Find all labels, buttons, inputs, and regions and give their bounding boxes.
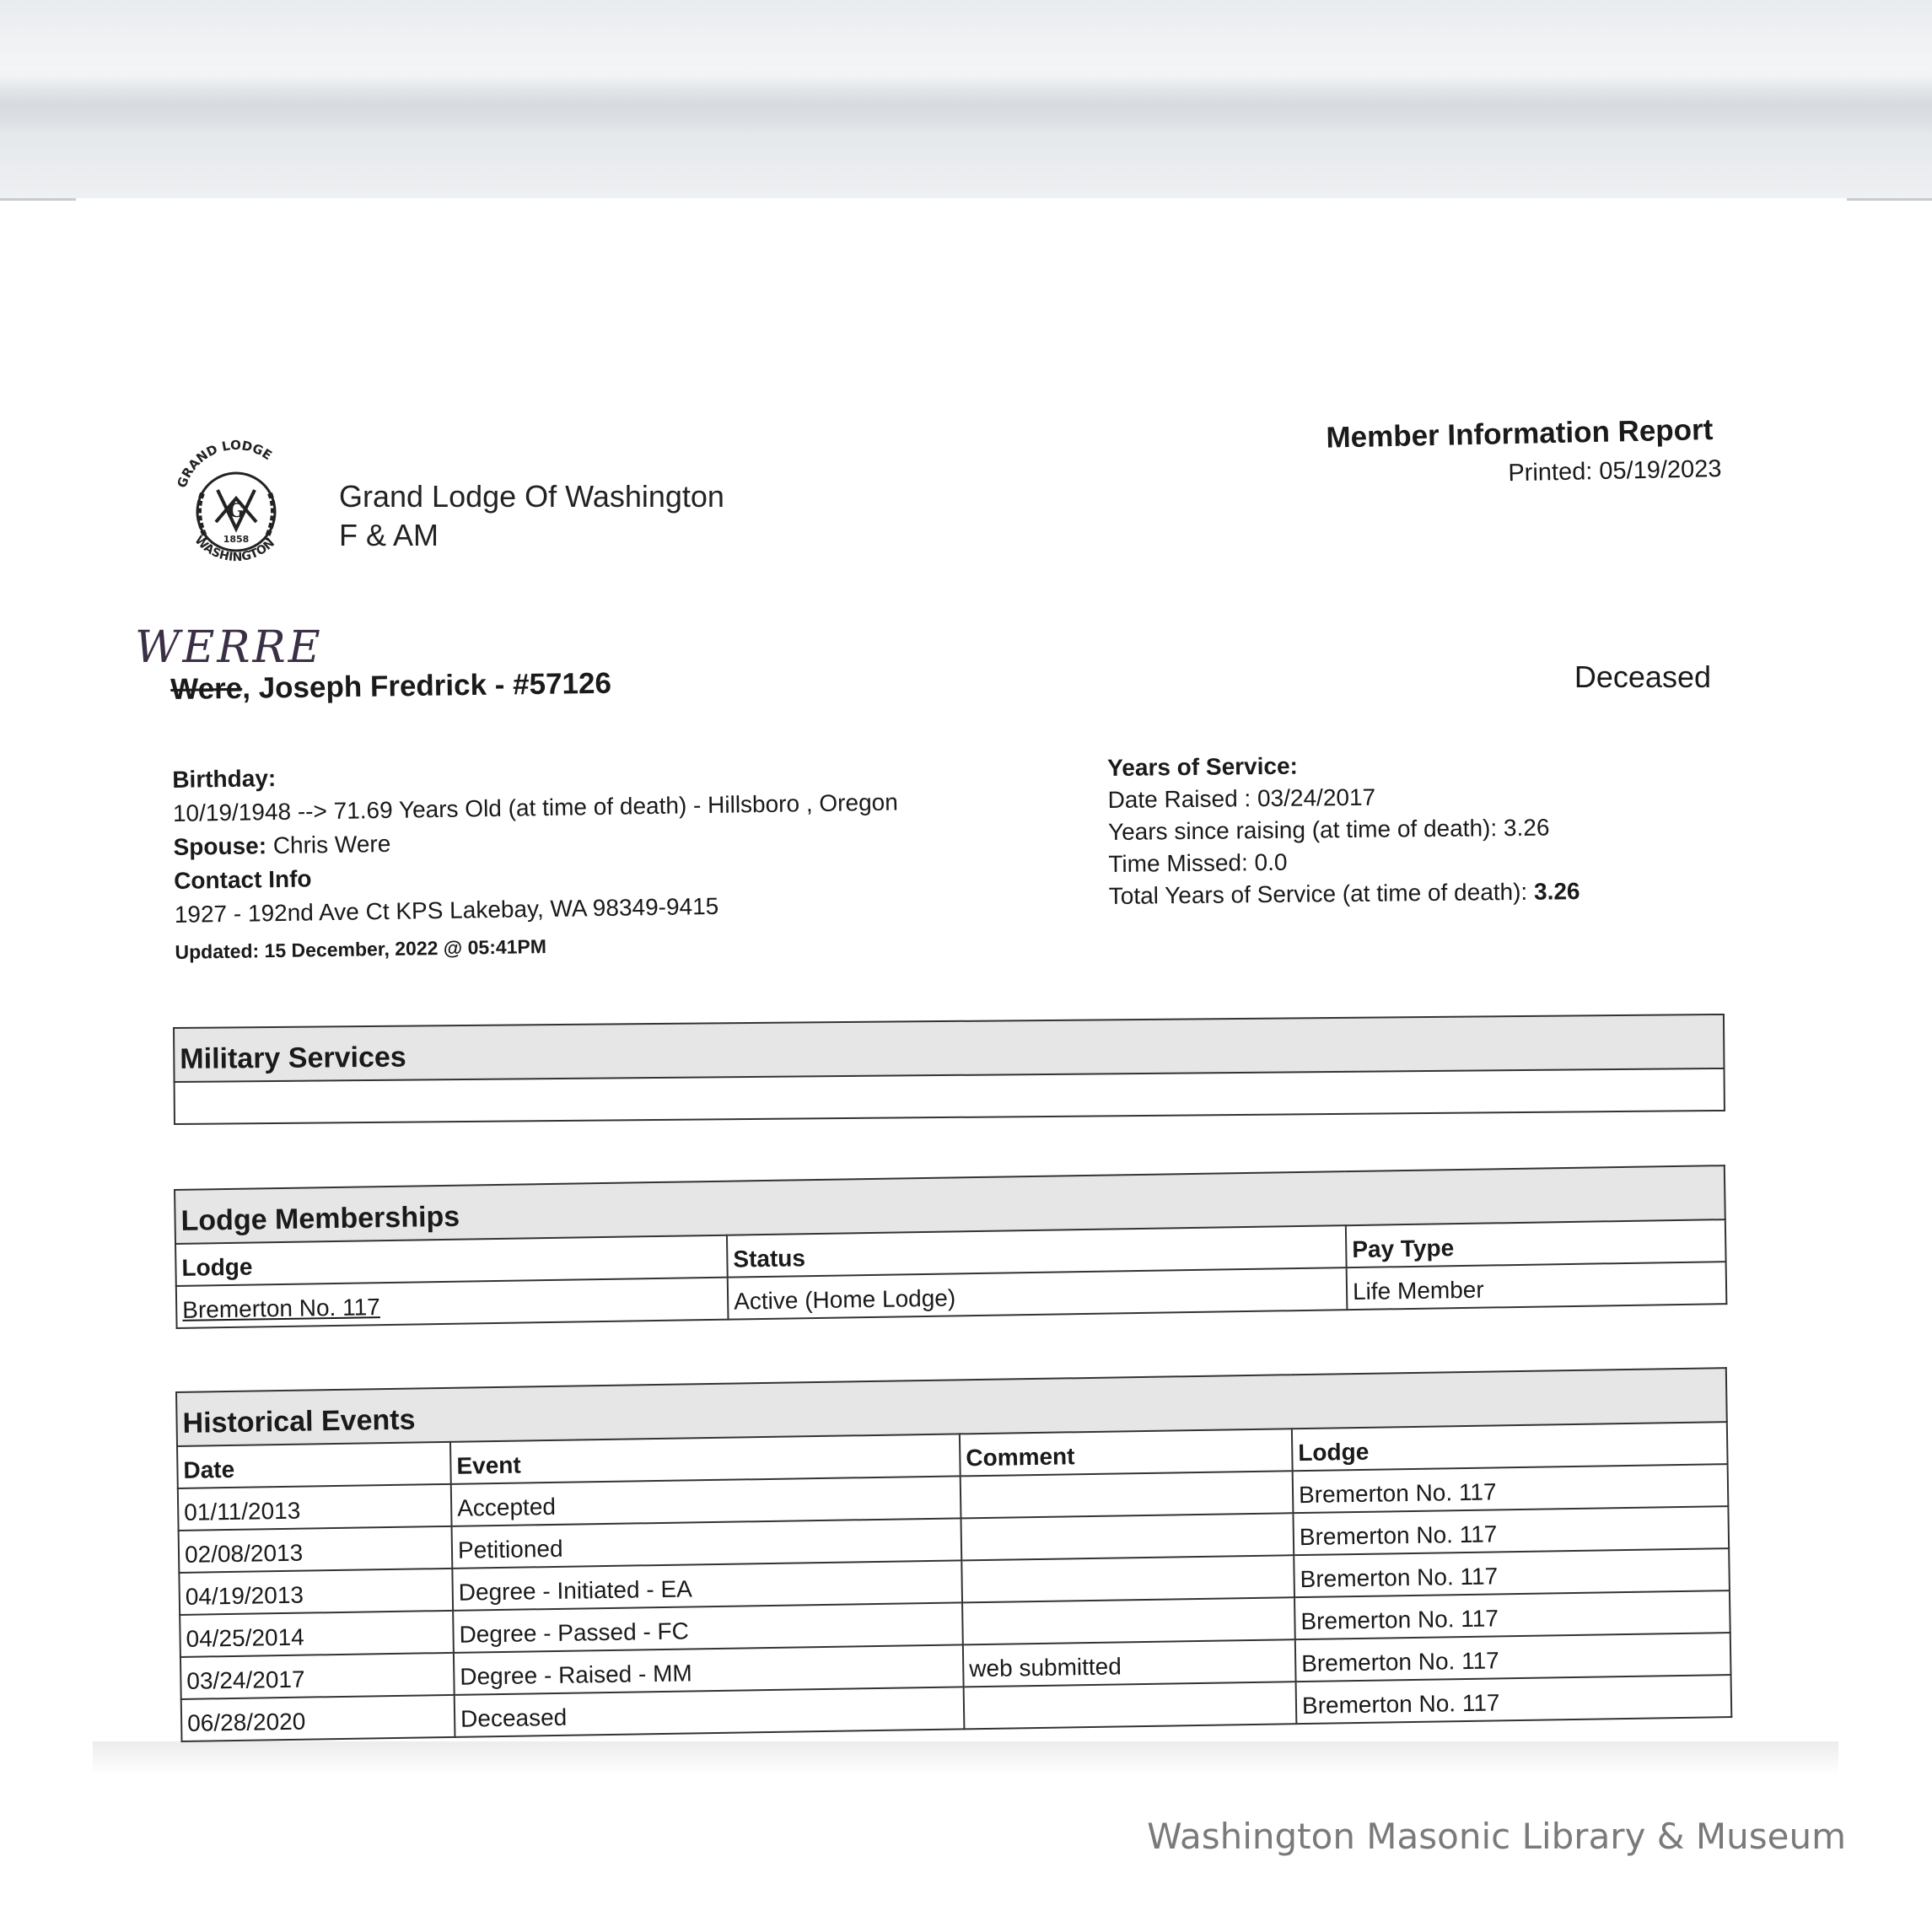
pay-type: Life Member [1347, 1262, 1727, 1310]
seal-top-text: GRAND LODGE [174, 437, 275, 490]
museum-watermark: Washington Masonic Library & Museum [1147, 1816, 1846, 1857]
page-shadow [93, 1741, 1838, 1775]
printed-date: Printed: 05/19/2023 [1507, 455, 1722, 487]
lodge-link[interactable]: Bremerton No. 117 [176, 1278, 729, 1328]
seal-icon [169, 434, 304, 582]
historical-events-title: Historical Events [176, 1368, 1727, 1446]
column-header-status: Status [727, 1225, 1347, 1278]
total-years-label: Total Years of Service (at time of death): [1108, 878, 1535, 909]
grand-lodge-seal [169, 434, 304, 582]
event-date: 02/08/2013 [179, 1526, 453, 1573]
column-header-lodge: Lodge [1292, 1422, 1728, 1471]
birthday-value: 10/19/1948 --> 71.69 Years Old (at time of death) - Hillsboro , Oregon [172, 788, 899, 826]
event-comment [961, 1513, 1294, 1560]
event-date: 03/24/2017 [180, 1653, 455, 1699]
struck-surname: Were [170, 671, 243, 706]
total-years-value: 3.26 [1533, 878, 1580, 905]
membership-status: Active (Home Lodge) [728, 1267, 1348, 1320]
contact-label: Contact Info [173, 865, 312, 894]
event-comment [961, 1471, 1294, 1518]
member-name-rest: , Joseph Fredrick - #57126 [241, 666, 612, 705]
event-lodge: Bremerton No. 117 [1294, 1548, 1730, 1597]
column-header-lodge: Lodge [175, 1235, 728, 1286]
event-name: Petitioned [452, 1518, 962, 1568]
event-comment [961, 1555, 1294, 1602]
org-name-line1: Grand Lodge Of Washington [339, 479, 724, 514]
column-header-pay-type: Pay Type [1346, 1219, 1726, 1267]
org-name-line2: F & AM [339, 518, 439, 552]
fabric-fold [0, 76, 1932, 135]
historical-events-table [175, 1367, 1732, 1742]
updated-timestamp: Updated: 15 December, 2022 @ 05:41PM [175, 935, 547, 963]
member-status: Deceased [1574, 659, 1711, 694]
time-missed: Time Missed: 0.0 [1108, 848, 1288, 877]
service-label: Years of Service: [1107, 752, 1299, 781]
event-lodge: Bremerton No. 117 [1293, 1464, 1729, 1513]
column-header-event: Event [450, 1434, 961, 1483]
personal-details [172, 750, 1019, 969]
event-lodge: Bremerton No. 117 [1293, 1506, 1729, 1555]
seal-letter: G [228, 500, 245, 522]
event-date: 04/19/2013 [179, 1569, 453, 1615]
event-name: Degree - Raised - MM [454, 1644, 964, 1694]
total-years-line [1109, 875, 1699, 912]
column-header-date: Date [177, 1442, 451, 1488]
event-name: Degree - Passed - FC [453, 1602, 963, 1652]
event-date: 04/25/2014 [180, 1611, 454, 1657]
event-lodge: Bremerton No. 117 [1294, 1590, 1730, 1639]
lodge-memberships-table [174, 1165, 1727, 1329]
report-title: Member Information Report [1326, 413, 1714, 455]
years-of-service [1107, 746, 1699, 912]
military-services-table [173, 1014, 1725, 1125]
military-services-title: Military Services [174, 1014, 1724, 1082]
contact-value: 1927 - 192nd Ave Ct KPS Lakebay, WA 98349-9415 [174, 892, 719, 928]
lodge-memberships-title: Lodge Memberships [175, 1165, 1725, 1244]
birthday-label: Birthday: [172, 765, 277, 793]
event-date: 01/11/2013 [178, 1484, 452, 1531]
date-raised: Date Raised : 03/24/2017 [1107, 783, 1376, 813]
spouse-label: Spouse: [173, 832, 267, 860]
event-comment [964, 1682, 1297, 1729]
seal-bottom-text: WASHINGTON [191, 533, 277, 565]
seal-year: 1858 [223, 534, 250, 545]
event-lodge: Bremerton No. 117 [1296, 1675, 1732, 1724]
column-header-comment: Comment [960, 1429, 1293, 1476]
spouse-value: Chris Were [266, 830, 391, 859]
handwritten-surname: WERRE [135, 622, 323, 673]
event-date: 06/28/2020 [181, 1695, 455, 1741]
years-since-raising: Years since raising (at time of death): 3.26 [1107, 814, 1550, 845]
organization-name [339, 477, 724, 555]
event-name: Accepted [451, 1476, 961, 1526]
event-name: Deceased [455, 1687, 965, 1736]
member-name [170, 667, 611, 707]
event-comment [962, 1597, 1295, 1644]
event-comment: web submitted [963, 1639, 1296, 1687]
event-name: Degree - Initiated - EA [452, 1560, 962, 1610]
event-lodge: Bremerton No. 117 [1295, 1633, 1731, 1682]
